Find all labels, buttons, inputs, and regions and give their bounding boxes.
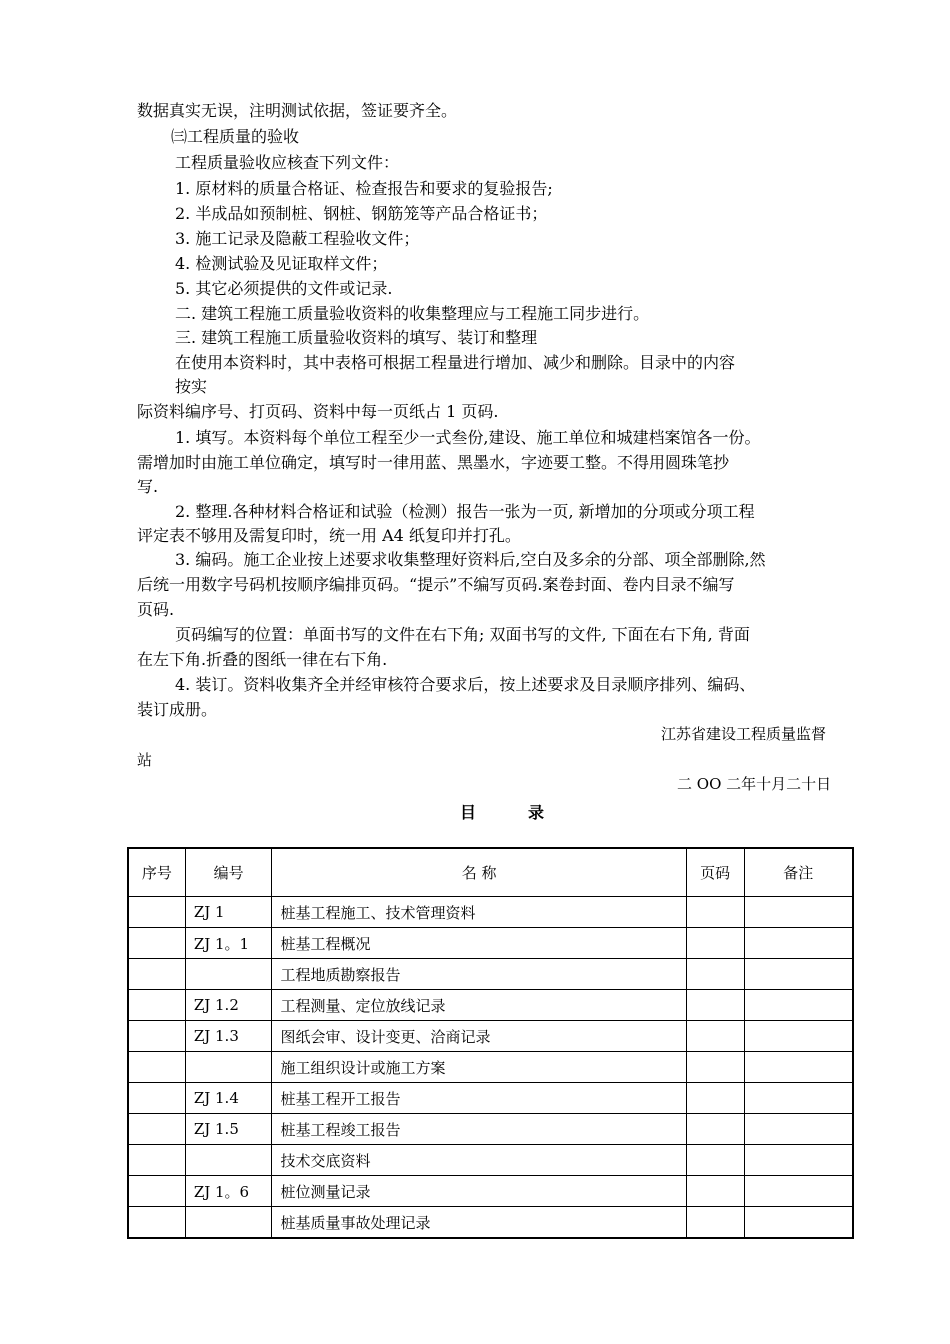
signature-organization-end: 站 [137, 751, 153, 769]
table-row [128, 1083, 853, 1114]
text-line: 数据真实无误，注明测试依据，签证要齐全。 [137, 101, 458, 120]
cell-name: 图纸会审、设计变更、洽商记录 [272, 1021, 686, 1052]
list-item: 2. 半成品如预制桩、钢桩、钢筋笼等产品合格证书； [175, 204, 548, 223]
text-line: 评定表不够用及需复印时，统一用 A4 纸复印并打孔。 [137, 526, 521, 545]
cell-seq [128, 1052, 185, 1083]
cell-note [744, 1145, 853, 1176]
cell-page [686, 990, 744, 1021]
signature-organization: 江苏省建设工程质量监督 [661, 725, 827, 743]
cell-page [686, 1021, 744, 1052]
list-item: 4. 检测试验及见证取样文件； [175, 254, 388, 273]
cell-name: 施工组织设计或施工方案 [272, 1052, 686, 1083]
cell-seq [128, 1114, 185, 1145]
cell-page [686, 928, 744, 959]
list-item: 3. 施工记录及隐蔽工程验收文件； [175, 229, 420, 248]
cell-note [744, 1083, 853, 1114]
cell-seq [128, 1083, 185, 1114]
cell-page [686, 1207, 744, 1239]
cell-page [686, 1083, 744, 1114]
document-date: 二 OO 二年十月二十日 [677, 775, 832, 793]
cell-seq [128, 1021, 185, 1052]
cell-code: ZJ 1 [185, 897, 272, 928]
cell-code [185, 1145, 272, 1176]
text-line: 在使用本资料时，其中表格可根据工程量进行增加、减少和删除。目录中的内容 [175, 353, 736, 372]
header-name: 名 称 [272, 848, 686, 897]
header-seq: 序号 [128, 848, 185, 897]
text-line: 页码. [137, 600, 175, 619]
section-heading: 三. 建筑工程施工质量验收资料的填写、装订和整理 [175, 328, 538, 347]
cell-code: ZJ 1。1 [185, 928, 272, 959]
text-line: 4. 装订。资料收集齐全并经审核符合要求后，按上述要求及目录顺序排列、编码、 [175, 675, 756, 694]
table-row [128, 928, 853, 959]
cell-page [686, 1176, 744, 1207]
cell-seq [128, 897, 185, 928]
cell-name: 桩基工程竣工报告 [272, 1114, 686, 1145]
cell-code: ZJ 1.2 [185, 990, 272, 1021]
cell-page [686, 1052, 744, 1083]
table-row [128, 959, 853, 990]
table-row [128, 990, 853, 1021]
cell-seq [128, 1207, 185, 1239]
text-line: 2. 整理.各种材料合格证和试验（检测）报告一张为一页, 新增加的分项或分项工程 [175, 502, 755, 521]
table-row [128, 1207, 853, 1239]
cell-note [744, 928, 853, 959]
cell-seq [128, 928, 185, 959]
cell-note [744, 959, 853, 990]
toc-title-left: 目 [460, 803, 477, 822]
cell-name: 桩基工程概况 [272, 928, 686, 959]
cell-code: ZJ 1.4 [185, 1083, 272, 1114]
cell-name: 工程测量、定位放线记录 [272, 990, 686, 1021]
toc-header-row [128, 848, 853, 897]
cell-code [185, 959, 272, 990]
cell-code [185, 1052, 272, 1083]
text-line: 页码编写的位置：单面书写的文件在右下角; 双面书写的文件, 下面在右下角, 背面 [175, 625, 750, 644]
text-line: 工程质量验收应核查下列文件： [175, 153, 400, 172]
table-row [128, 1052, 853, 1083]
header-code: 编号 [185, 848, 272, 897]
table-row [128, 1021, 853, 1052]
cell-seq [128, 959, 185, 990]
cell-code: ZJ 1。6 [185, 1176, 272, 1207]
table-row [128, 897, 853, 928]
text-line: 在左下角.折叠的图纸一律在右下角. [137, 650, 388, 669]
list-item: 1. 原材料的质量合格证、检查报告和要求的复验报告; [175, 179, 553, 198]
cell-seq [128, 1145, 185, 1176]
text-line: 写. [137, 477, 159, 496]
list-item: 5. 其它必须提供的文件或记录. [175, 279, 393, 298]
table-row [128, 1145, 853, 1176]
text-line: 按实 [175, 377, 208, 396]
cell-code: ZJ 1.5 [185, 1114, 272, 1145]
section-heading: 二. 建筑工程施工质量验收资料的收集整理应与工程施工同步进行。 [175, 304, 650, 323]
cell-name: 技术交底资料 [272, 1145, 686, 1176]
text-line: 装订成册。 [137, 700, 218, 719]
cell-note [744, 1176, 853, 1207]
cell-page [686, 897, 744, 928]
cell-name: 桩基工程施工、技术管理资料 [272, 897, 686, 928]
toc-title [460, 800, 544, 823]
text-line: 需增加时由施工单位确定，填写时一律用蓝、黑墨水，字迹要工整。不得用圆珠笔抄 [137, 453, 730, 472]
cell-page [686, 1145, 744, 1176]
cell-name: 工程地质勘察报告 [272, 959, 686, 990]
text-line: 3. 编码。施工企业按上述要求收集整理好资料后,空白及多余的分部、项全部删除,然 [175, 550, 766, 569]
text-line: 后统一用数字号码机按顺序编排页码。“提示”不编写页码.案卷封面、卷内目录不编写 [137, 575, 735, 594]
cell-page [686, 1114, 744, 1145]
cell-note [744, 1207, 853, 1239]
toc-title-right: 录 [528, 803, 545, 822]
cell-note [744, 1114, 853, 1145]
cell-code: ZJ 1.3 [185, 1021, 272, 1052]
cell-seq [128, 990, 185, 1021]
toc-table [127, 847, 854, 1239]
header-note: 备注 [744, 848, 853, 897]
cell-note [744, 990, 853, 1021]
cell-note [744, 1021, 853, 1052]
section-heading: ㈢工程质量的验收 [171, 127, 300, 146]
cell-name: 桩基质量事故处理记录 [272, 1207, 686, 1239]
cell-note [744, 1052, 853, 1083]
cell-code [185, 1207, 272, 1239]
table-row [128, 1176, 853, 1207]
cell-seq [128, 1176, 185, 1207]
cell-note [744, 897, 853, 928]
header-page: 页码 [686, 848, 744, 897]
text-line: 际资料编序号、打页码、资料中每一页纸占 1 页码. [137, 402, 499, 421]
cell-name: 桩基工程开工报告 [272, 1083, 686, 1114]
cell-name: 桩位测量记录 [272, 1176, 686, 1207]
table-row [128, 1114, 853, 1145]
text-line: 1. 填写。本资料每个单位工程至少一式叁份,建设、施工单位和城建档案馆各一份。 [175, 428, 761, 447]
cell-page [686, 959, 744, 990]
